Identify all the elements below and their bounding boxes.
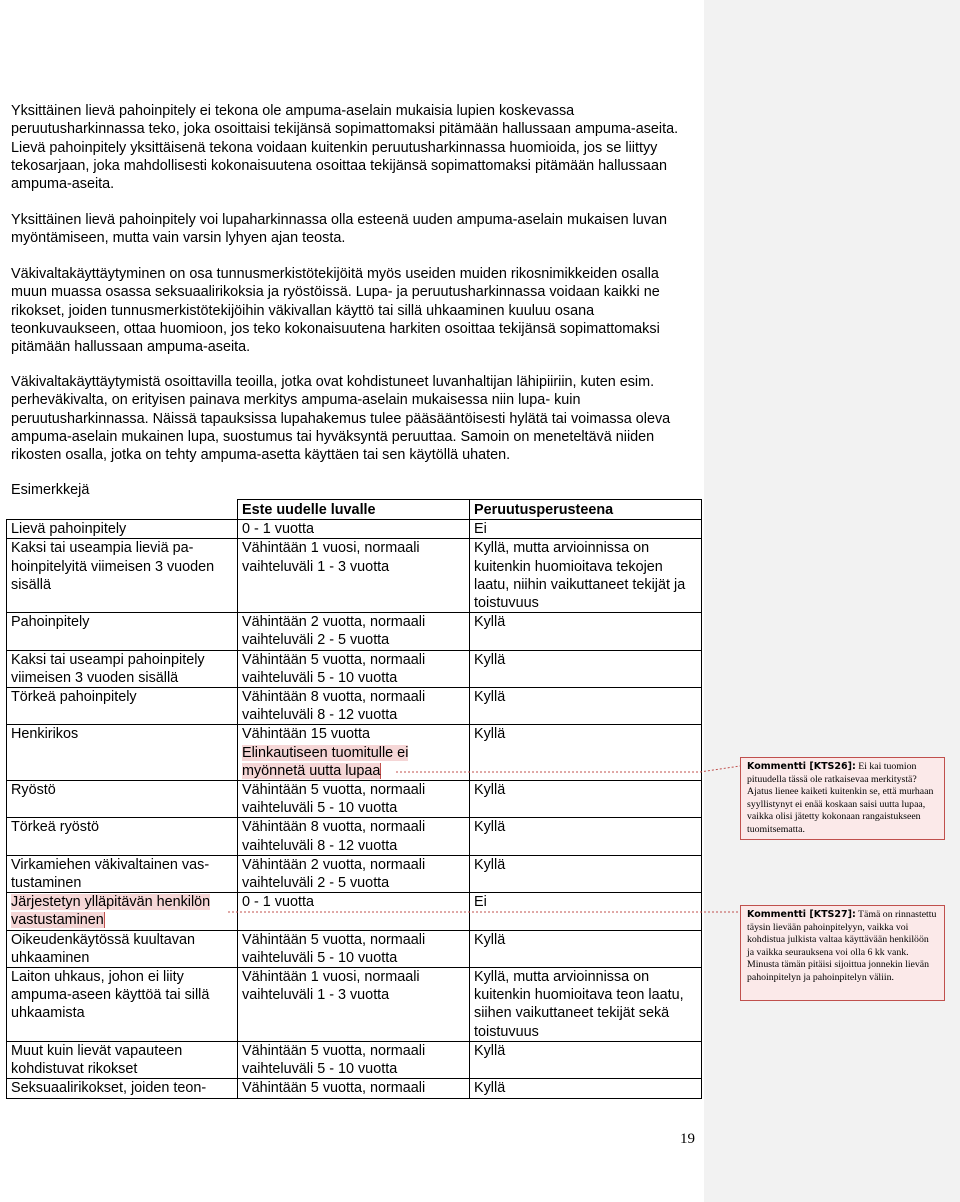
comment-text: Ei kai tuomion pituudella tässä ole ratkaisevaa merkitystä? Ajatus lienee kaiketi kuitenkin se, että murhaan syyllistynyt ei enää koskaan saisi uutta lupaa, vaikka olisi jätetty kokonaan rangaistukseen tuomitsematta. (747, 761, 934, 835)
table-cell: Vähintään 8 vuotta, normaali vaihteluväli 8 - 12 vuotta (238, 688, 470, 725)
table-cell: Kaksi tai useampi pahoinpitely viimeisen 3 vuoden sisällä (7, 650, 238, 687)
table-row (7, 893, 702, 930)
table-cell: Kyllä (470, 688, 702, 725)
table-cell: Oikeudenkäytössä kuultavan uhkaaminen (7, 930, 238, 967)
table-cell: Ryöstö (7, 781, 238, 818)
table-cell: Vähintään 8 vuotta, normaali vaihteluväli 8 - 12 vuotta (238, 818, 470, 855)
paragraph-2: Yksittäinen lievä pahoinpitely voi lupaharkinnassa olla esteenä uuden ampuma-aselain mukaisen luvan myöntämiseen, mutta vain varsin lyhyen ajan teosta. (11, 212, 667, 247)
table-cell: Henkirikos (7, 725, 238, 781)
table-row (7, 650, 702, 687)
table-cell: Vähintään 2 vuotta, normaali vaihteluväli 2 - 5 vuotta (238, 613, 470, 650)
table-cell: Kyllä (470, 855, 702, 892)
table-cell: Kyllä (470, 930, 702, 967)
table-cell: Vähintään 1 vuosi, normaali vaihteluväli 1 - 3 vuotta (238, 539, 470, 613)
table-cell: Vähintään 5 vuotta, normaali vaihteluväli 5 - 10 vuotta (238, 650, 470, 687)
table-cell (238, 725, 470, 781)
table-row (7, 1079, 702, 1098)
table-row (7, 930, 702, 967)
table-cell (7, 893, 238, 930)
table-cell: Kyllä (470, 1041, 702, 1078)
table-row (7, 688, 702, 725)
comment-tag: Kommentti [KTS26]: (747, 761, 856, 772)
comment-balloon-kts26[interactable] (740, 757, 945, 840)
commented-highlight-henkirikos[interactable]: Elinkautiseen tuomitulle ei myönnetä uutta lupaa (242, 744, 409, 779)
table-cell: Kyllä (470, 1079, 702, 1098)
page-number: 19 (680, 1131, 695, 1147)
table-row (7, 818, 702, 855)
table-cell: Vähintään 5 vuotta, normaali vaihteluväli 5 - 10 vuotta (238, 1041, 470, 1078)
table-cell: 0 - 1 vuotta (238, 893, 470, 930)
table-header-new-license: Este uudelle luvalle (238, 500, 470, 520)
paragraph-3: Väkivaltakäyttäytyminen on osa tunnusmerkistötekijöitä myös useiden muiden rikosnimikkeiden osalla muun muassa osassa seksuaalirikoksia ja ryöstöissä. Lupa- ja peruutusharkinnassa voidaan kaikki ne rikokset, joiden tunnusmerkistötekijöihin väkivallan käyttö tai sillä uhkaaminen kuuluu osana teonkuvaukseen, ottaa huomioon, jos teko kokonaisuutena harkiten osoittaa tekijänsä sopimattomaksi pitämään hallussaan ampuma-aseita. (11, 266, 660, 356)
table-cell: Kyllä (470, 818, 702, 855)
comment-margin-pane (704, 0, 960, 1202)
table-cell: Vähintään 2 vuotta, normaali vaihteluväli 2 - 5 vuotta (238, 855, 470, 892)
table-cell: Kyllä (470, 613, 702, 650)
paragraph-4: Väkivaltakäyttäytymistä osoittavilla teoilla, jotka ovat kohdistuneet luvanhaltijan lähipiiriin, kuten esim. perheväkivalta, on erityisen painava merkitys ampuma-aselain mukaisessa niin lupa- kuin peruutusharkinnassa. Näissä tapauksissa lupahakemus tulee pääsääntöisesti hylätä tai voimassa oleva ampuma-aselain mukainen lupa, suostumus tai hyväksyntä peruuttaa. Samoin on meneteltävä niiden rikosten osalla, jotka on tehty ampuma-asetta käyttäen tai sen käytöllä uhaten. (11, 374, 671, 464)
comment-tag: Kommentti [KTS27]: (747, 909, 856, 920)
table-cell: Vähintään 5 vuotta, normaali (238, 1079, 470, 1098)
table-header-row (7, 500, 702, 520)
table-row (7, 613, 702, 650)
table-row (7, 520, 702, 539)
table-cell: Kyllä, mutta arvioinnissa on kuitenkin huomioitava teon laatu, siihen vaikuttaneet tekijät sekä toistuvuus (470, 968, 702, 1042)
table-cell: Ei (470, 893, 702, 930)
table-row (7, 539, 702, 613)
comment-text: Tämä on rinnastettu täysin lievään pahoinpitelyyn, vaikka voi kohdistua julkista valtaa käyttävään henkilöön ja vaikka seurauksena voi olla 6 kk vank. Minusta tämän pitäisi sijoittua jonnekin lievän pahoinpitelyn ja pahoinpitelyn väliin. (747, 909, 937, 983)
table-row (7, 855, 702, 892)
examples-table (6, 499, 702, 1099)
table-cell: Laiton uhkaus, johon ei liity ampuma-aseen käyttöä tai sillä uhkaamista (7, 968, 238, 1042)
table-cell: Ei (470, 520, 702, 539)
table-cell: Vähintään 1 vuosi, normaali vaihteluväli 1 - 3 vuotta (238, 968, 470, 1042)
table-cell: Kyllä (470, 781, 702, 818)
table-cell: Vähintään 5 vuotta, normaali vaihteluväli 5 - 10 vuotta (238, 930, 470, 967)
table-cell: Kyllä, mutta arvioinnissa on kuitenkin huomioitava tekojen laatu, niihin vaikuttaneet tekijät ja toistuvuus (470, 539, 702, 613)
table-cell: Vähintään 5 vuotta, normaali vaihteluväli 5 - 10 vuotta (238, 781, 470, 818)
table-header-empty (7, 500, 238, 520)
table-cell: Törkeä ryöstö (7, 818, 238, 855)
table-cell: Kyllä (470, 725, 702, 781)
table-cell: Kaksi tai useampia lieviä pahoinpitelyitä viimeisen 3 vuoden sisällä (7, 539, 238, 613)
table-cell: Pahoinpitely (7, 613, 238, 650)
table-row (7, 1041, 702, 1078)
table-cell: Törkeä pahoinpitely (7, 688, 238, 725)
table-cell: Muut kuin lievät vapauteen kohdistuvat rikokset (7, 1041, 238, 1078)
table-cell: Seksuaalirikokset, joiden teon- (7, 1079, 238, 1098)
table-cell: Virkamiehen väkivaltainen vastustaminen (7, 855, 238, 892)
comment-balloon-kts27[interactable] (740, 905, 945, 1001)
examples-label: Esimerkkejä (11, 482, 90, 498)
table-header-revocation: Peruutusperusteena (470, 500, 702, 520)
table-cell: 0 - 1 vuotta (238, 520, 470, 539)
paragraph-1: Yksittäinen lievä pahoinpitely ei tekona ole ampuma-aselain mukaisia lupien koskevassa peruutusharkinnassa teko, joka osoittaisi tekijänsä sopimattomaksi pitämään hallussaan ampuma-aseita. Lievä pahoinpitely yksittäisenä tekona voidaan kuitenkin peruutusharkinnassa huomioida, jos se liittyy tekosarjaan, joka mahdollisesti kokonaisuutena osoittaa tekijänsä sopimattomaksi pitämään hallussaan ampuma-aseita. (11, 103, 679, 193)
table-row (7, 725, 702, 781)
commented-highlight-jarjestetyn[interactable]: Järjestetyn ylläpitävän henkilön vastustaminen (11, 894, 211, 929)
table-cell: Kyllä (470, 650, 702, 687)
table-cell: Lievä pahoinpitely (7, 520, 238, 539)
table-row (7, 968, 702, 1042)
table-row (7, 781, 702, 818)
table-cell-text: Vähintään 15 vuotta (242, 726, 371, 743)
